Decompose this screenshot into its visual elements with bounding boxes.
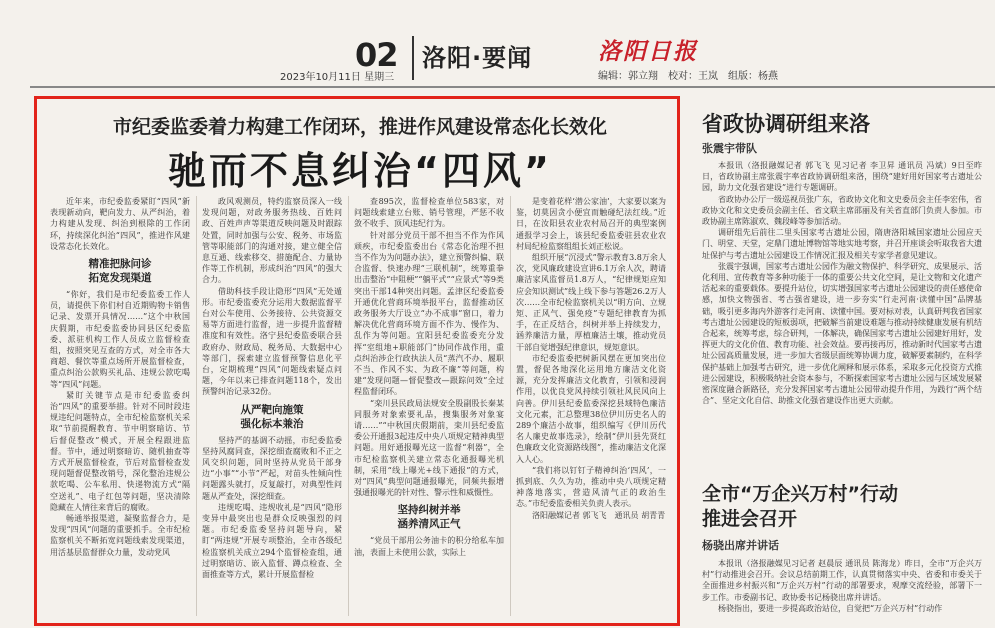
story1-subtitle: 张震宇带队 — [702, 142, 757, 155]
subheading-3 — [354, 503, 504, 531]
story1-body — [702, 160, 982, 468]
paragraph: 政风观测员，特约监察员深入一线发现问题，对政务服务热线、百姓问政、百姓声声等渠道反映问题及时跟踪处置，同时加强与公安、税务、市场监管等职能部门的沟通对接，建立健全信息互通、线索移交、措施配合、力量协作等工作机制，形成纠治“四风”的强大合力。 — [202, 197, 342, 285]
paragraph: “我们将以钉钉子精神纠治‘四风’，一抓到底、久久为功，推动中央八项规定精神落地落实，营造风清气正的政治生态。”市纪委监委相关负责人表示。 — [516, 465, 666, 509]
story2-title — [702, 482, 898, 532]
subheading-2 — [202, 403, 342, 431]
paragraph: 紧盯关键节点是市纪委监委纠治“四风”的重要举措。针对不同时段违规违纪问题特点，全市纪检监察机关采取“节前提醒教育、节中明察暗访、节后督促整改”模式，开展全程跟进监督。节中，通过明察暗访、随机抽查等方式开展监督检查，节后对监督检查发现问题督促整改销号，深化整治违规公款吃喝、公车私用、快递物流方式“隔空送礼”、电子红包等问题，坚决清除隐藏在人情往来背后的腐败。 — [50, 390, 190, 512]
article-headline: 驰而不息纠治“四风” — [168, 149, 552, 193]
paragraph: 杨骁指出，要进一步提高政治站位，自觉把“万企兴万村”行动作 — [718, 603, 943, 613]
paragraph: 本报讯（洛报融媒记者 郭飞飞 见习记者 李卫昇 通讯员 冯斌）9日至昨日，省政协副主席张震宇率省政协调研组来洛，围绕“建好用好国家考古遗址公园，助力文化强省建设”进行专题调研。 — [702, 161, 982, 193]
article-lead: 近年来，市纪委监委紧盯“四风”新表现新动向，靶向发力、从严纠治，着力构建从发现、纠治到根除的工作闭环，持续深化纠治“四风”，推进作风建设常态化长效化。 — [50, 197, 190, 251]
column-divider — [196, 196, 197, 616]
subheading-2-line1: 从严靶向施策 — [240, 403, 304, 416]
article-column-1 — [50, 196, 190, 618]
paragraph: “你好，我们是市纪委监委工作人员，请提供下你们村自近期购物卡销售记录、发票开具情况……”这个中秋国庆假期，市纪委监委协同县区纪委监委、派驻机构工作人员成立监督检查组，按照突见互查的方式，对全市各大商超、餐饮等重点场所开展监督检查，重点纠治公款购买礼品、违规公款吃喝等“四风”问题。 — [50, 290, 190, 389]
page-number: 02 — [355, 36, 398, 74]
paragraph: 张震宇强调，国家考古遗址公园作为融文物保护、科学研究、成果展示、活化利用、宣传教育等多种功能于一体的重要公共文化空间，是让文物和文化遗产活起来的重要载体。要提升站位，切实增强国家考古遗址公园建设的责任感使命感，加快文物强省、考古强省建设，进一步夯实“行走河南·读懂中国”品牌基础，吸引更多海内外游客行走河南、读懂中国。要对标对表，认真研判我省国家考古遗址公园建设的短板弱项，把破解当前建设难题与推动持续健康发展有机结合起来，统筹考虑，综合研判，一体解决，确保国家考古遗址公园建好用好，发挥更大的文化价值、教育功能、社会效益。要再接再厉，推动新时代国家考古遗址公园高质量发展，进一步加大省级层面统筹协调力度，破解要素制约，在科学保护基础上加强考古研究，进一步优化阐释和展示体系，采取多元化投资方式推进公园建设，积极吸纳社会资本参与，不断探索国家考古遗址公园与区域发展紧密深度融合新路径，充分发挥国家考古遗址公园带动提升作用，为践行“两个结合”、坚定文化自信、助推文化强省建设作出更大贡献。 — [702, 261, 982, 406]
column-divider — [510, 196, 511, 616]
paragraph: 针对部分党员干部不担当不作为作风顽疾，市纪委监委出台《常态化治理不担当不作为为问题办法》，建立预警纠偏、联合监督、快速办理“三联机制”，统筹重拳出击整治“中阻梗”“躺平式”“应景式”等9类突出干部14种突出问题。孟津区纪委监委开通优化营商环境举报平台，监督推动区政务服务大厅设立“办不成事”窗口，着力解决优化营商环境方面不作为、慢作为、乱作为等问题。宜阳县纪委监委充分发挥“室组地+职能部门”协同作战作用，重点纠治涉企行政执法人员“蒸汽不办、履职不当、作风不实、为政不廉”等问题，构建“发现问题—督促整改—跟踪问效”全过程监督闭环。 — [354, 230, 504, 397]
subheading-1-line1: 精准把脉问诊 — [88, 258, 152, 271]
story1-title: 省政协调研组来洛 — [702, 112, 870, 136]
subheading-1-line2: 拓宽发现渠道 — [88, 272, 152, 285]
column-divider — [348, 196, 349, 616]
story2-subtitle: 杨骁出席并讲话 — [702, 539, 779, 552]
story2-title-line1: 全市“万企兴万村”行动 — [702, 483, 898, 505]
story2-title-line2: 推进会召开 — [702, 508, 798, 530]
subheading-1 — [50, 257, 190, 285]
paragraph: 本报讯（洛报融媒见习记者 赵晨辰 通讯员 陈海龙）昨日，全市“万企兴万村”行动推进会召开。会议总结前期工作，认真贯彻落实中央、省委和市委关于全面推进乡村振兴和“万企兴万村”行动的部署要求，观摩交流经验，部署下一步工作。市委副书记、政协委书记杨骁出席并讲话。 — [702, 559, 982, 602]
article-kicker: 市纪委监委着力构建工作闭环，推进作风建设常态化长效化 — [112, 116, 607, 138]
subheading-3-line2: 涵养清风正气 — [397, 518, 461, 531]
subheading-3-line1: 坚持纠树并举 — [397, 504, 461, 517]
section-title: 洛阳·要闻 — [422, 44, 533, 72]
paragraph: “党员干部用公务油卡的积分给私车加油，表面上未使用公款，实际上 — [354, 536, 504, 557]
paragraph: 省政协办公厅一级巡视员张广东，省政协文化和文史委员会主任李宏伟，省政协文化和文史委员会副主任、省文联主席邵丽及有关省直部门负责人参加。市政协副主席陈淑欢、魏段峰等参加活动。 — [702, 194, 982, 227]
article-column-2 — [202, 196, 342, 618]
paragraph: 是变着花样‘潜公家油’，大家要以案为鉴，切莫因贪小便宜而触碰纪法红线。”近日，在汝阳县农业农村局召开的典型案例通报学习会上，该县纪委监委驻县农业农村局纪检监察组组长刘正松说。 — [516, 197, 666, 251]
paragraph: 市纪委监委把树新风摆在更加突出位置，督促各地深化运用地方廉洁文化资源，充分发挥廉洁文化教育，引领和浸润作用，以优良党风持续引领社风民风向上向善。伊川县纪委监委深挖县域特色廉洁文化元素，汇总整理38位伊川历史名人的289个廉洁小故事，组织编写《伊川历代名人廉史故事选录》，绘制“伊川县先贤红色廉政文化资源路线图”，推动廉洁文化深入人心。 — [516, 353, 666, 464]
article-column-4 — [516, 196, 666, 618]
paragraph: 借助科技手段让隐形“四风”无处遁形。市纪委监委充分运用大数据监督平台对公车使用、公务接待、公共资源交易等方面进行监督，进一步提升监督精准度和有效性。洛宁县纪委监委联合县政府办、财政局、税务局、大数据中心等部门，探索建立监督预警信息化平台，定期梳理“四风”问题线索疑点问题，今年以来已排查问题118个，发出预警纠治记录32份。 — [202, 286, 342, 397]
editor-credits: 编辑：郭立翔 校对：王岚 组版：杨燕 — [598, 71, 778, 82]
subheading-2-line2: 强化标本兼治 — [240, 417, 304, 430]
paragraph: 调研组先后前往二里头国家考古遗址公园，隋唐洛阳城国家遗址公园应天门、明堂、天堂，定鼎门遗址博物馆等地实地考察，并召开座谈会听取我省大遗址保护与考古遗址公园建设工作情况汇报及相关专家学者意见建议。 — [702, 228, 982, 260]
article-column-3 — [354, 196, 504, 618]
publication-date: 2023年10月11日 星期三 — [280, 72, 395, 83]
paragraph: “栾川县民政局法规安全股副股长秦某同服务对象索要礼品，搜集服务对象宴请……”“中秋国庆假期前，栾川县纪委监委公开通报3起违反中央八项规定精神典型问题。用好通报曝光这一监督“利器”，全市纪检监察机关建立常态化通报曝光机制，采用“线上曝光+线下通报”的方式，对“四风”典型问题通报曝光，同频共振增强通报曝光的针对性、警示性和威慑性。 — [354, 398, 504, 498]
paragraph: 组织开展“沉浸式”警示教育3.8万余人次，党风廉政建设宣讲6.1万余人次，聘请廉洁家风监督员1.8万人，“纪律规矩应知应会知识测试”线上线下参与答题26.2万人次……全市纪检监察机关以“明方向、立规矩、正风气、强免疫”专题纪律教育为抓手，在正反结合，纠树并举上持续发力，涵养廉洁力量，厚植廉洁土壤，推动党员干部自觉增强纪律意识，规矩意识。 — [516, 253, 666, 352]
paragraph: 畅通举报渠道，凝聚监督合力，是发现“四风”问题的重要抓手。全市纪检监察机关不断拓宽问题线索发现渠道，用活基层监督群众力量，发动党风 — [50, 514, 190, 557]
newspaper-logo: 洛阳日报 — [598, 38, 698, 65]
paragraph: 违规吃喝、违规收礼是“四风”隐形变异中最突出也是群众反映强烈的问题。市纪委监委坚持问题导向，紧盯“两违规”开展专项整治，全市各级纪检监察机关成立294个监督检查组，通过明察暗访、嵌入监督、蹲点检查、全面推查等方式，累计开展监督检 — [202, 502, 342, 580]
masthead-divider — [412, 36, 414, 80]
masthead-rule — [30, 86, 995, 88]
article-byline: 洛阳融媒记者 郭飞飞 通讯员 胡青青 — [532, 510, 666, 520]
story2-body — [702, 558, 982, 626]
paragraph: 查895次，监督检查单位583家，对问题线索建立台账、销号管理，严惩不收敛不收手、顶风违纪行为。 — [354, 197, 504, 229]
paragraph: 坚持严的基调不动摇，市纪委监委坚持风腐同查，深挖细查腐败和不正之风交织问题，同时坚持从党员干部身边“小事”“小节”严起，对苗头性倾向性问题露头就打，反复敲打，对典型性问题从严查处，深挖细查。 — [202, 435, 342, 501]
